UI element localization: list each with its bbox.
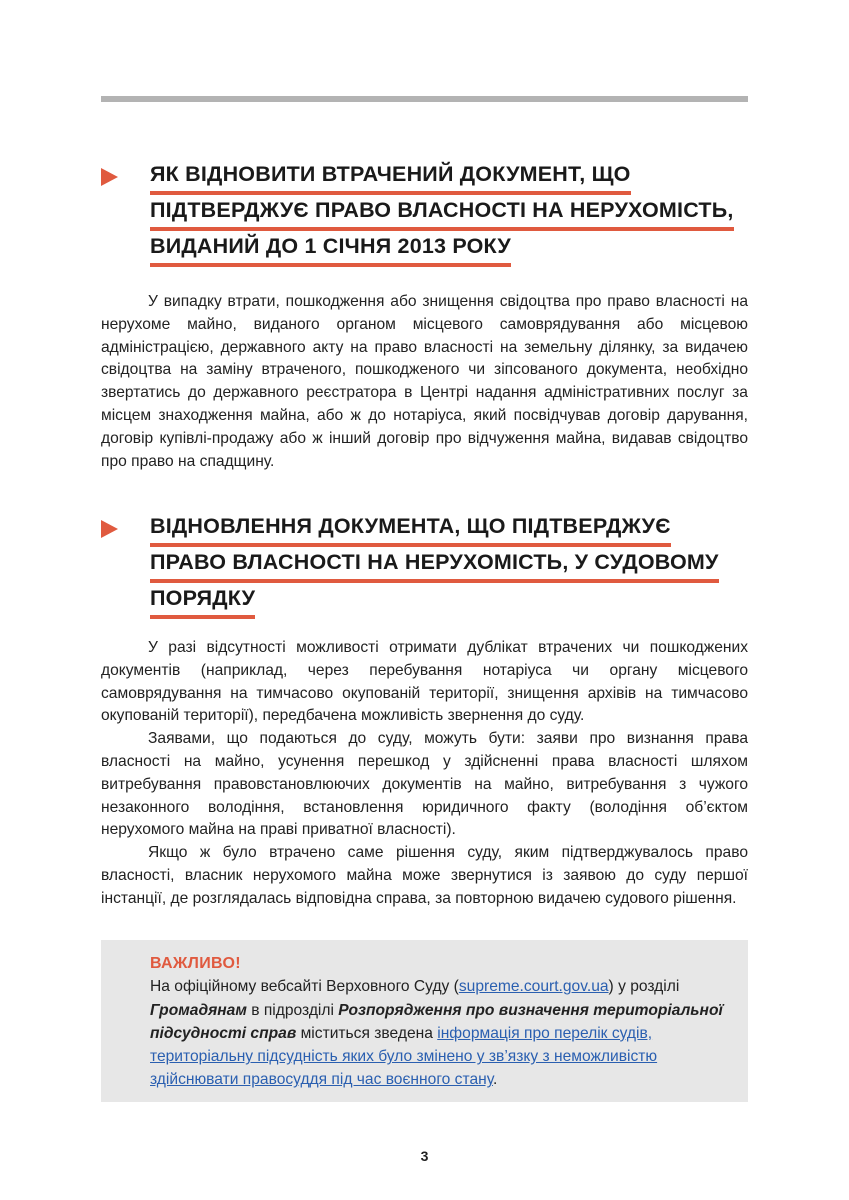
courts-info-link[interactable]: інформація про перелік судів, територіальну підсудність яких було змінено у зв’язку з неможливістю здійснювати правосуддя під час воєнного стану [150, 1024, 658, 1089]
note-text-part: в підрозділі [246, 1001, 339, 1019]
section2-heading-line-1: ВІДНОВЛЕННЯ ДОКУМЕНТА, ЩО ПІДТВЕРДЖУЄ [150, 512, 671, 547]
section2-heading-line-3: ПОРЯДКУ [150, 584, 255, 619]
section2-paragraph-2: Заявами, що подаються до суду, можуть бути: заяви про визнання права власності на майно, усунення перешкод у здійсненні права власності шляхом витребування правовстановлюючих документів на майно, витребування з чужого незаконного володіння, встановлення юридичного факту (володіння об’єктом нерухомого майна на праві приватної власності). [101, 730, 748, 839]
section2-paragraph-3: Якщо ж було втрачено саме рішення суду, яким підтверджувалось право власності, власник нерухомого майна може звернутися із заявою до суду першої інстанції, де розглядалась відповідна справа, за повторною видачею судового рішення. [101, 844, 748, 907]
triangle-bullet-icon [101, 520, 118, 538]
section1-paragraph-1: У випадку втрати, пошкодження або знищення свідоцтва про право власності на нерухоме майно, виданого органом місцевого самоврядування або місцевою адміністрацією, державного акту на право власності на земельну ділянку, за видачею свідоцтва на заміну втраченого, пошкодженого чи зіпсованого документа, необхідно звертатись до державного реєстратора в Центрі надання адміністративних послуг за місцем знаходження майна, або ж до нотаріуса, який посвідчував договір дарування, договір купівлі-продажу або ж інший договір про відчуження майна, видавав свідоцтво про право на спадщину. [101, 293, 748, 470]
note-text-part: міститься зведена [296, 1024, 438, 1042]
note-text-part: . [492, 1071, 498, 1089]
section2-paragraph-1: У разі відсутності можливості отримати дублікат втрачених чи пошкоджених документів (наприклад, через перебування нотаріуса чи органу місцевого самоврядування на тимчасово окупованій території, знищення архівів на тимчасово окупованій території), передбачена можливість звернення до суду. [101, 639, 748, 725]
important-note-content [150, 952, 725, 1092]
page-number: 3 [420, 1148, 429, 1164]
section1-heading-line-1: ЯК ВІДНОВИТИ ВТРАЧЕНИЙ ДОКУМЕНТ, ЩО [150, 160, 631, 195]
section2-heading-line-2: ПРАВО ВЛАСНОСТІ НА НЕРУХОМІСТЬ, У СУДОВОМУ [150, 548, 719, 583]
important-note-title: ВАЖЛИВО! [150, 955, 241, 972]
section1-heading-line-2: ПІДТВЕРДЖУЄ ПРАВО ВЛАСНОСТІ НА НЕРУХОМІСТЬ, [150, 196, 734, 231]
note-bold-citizens: Громадянам [150, 1001, 247, 1019]
note-text-part: На офіційному вебсайті Верховного Суду ( [150, 978, 459, 996]
top-divider [101, 96, 748, 102]
important-note-text [150, 975, 725, 1091]
section1-body [101, 291, 748, 473]
important-note-box [101, 940, 748, 1102]
section2-body [101, 637, 748, 911]
supreme-court-site-link[interactable]: supreme.court.gov.ua [458, 978, 609, 996]
note-bold-order: Розпорядження про визначення територіальної підсудності справ [150, 1001, 723, 1042]
triangle-bullet-icon [101, 168, 118, 186]
section1-heading-line-3: ВИДАНИЙ ДО 1 СІЧНЯ 2013 РОКУ [150, 232, 511, 267]
note-text-part: ) у розділі [608, 978, 680, 996]
